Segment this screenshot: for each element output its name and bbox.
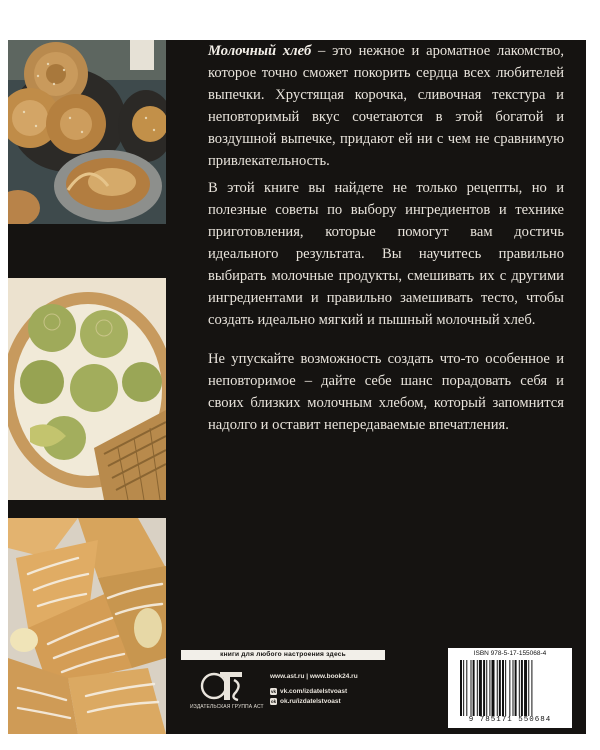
isbn-label: ISBN 978-5-17-155068-4 — [473, 650, 547, 657]
publisher-links — [270, 672, 420, 707]
website-links[interactable]: www.ast.ru | www.book24.ru — [270, 673, 358, 680]
ast-logo-icon — [200, 668, 246, 702]
green-buns-steamer-photo — [8, 278, 166, 500]
vk-link[interactable] — [270, 687, 420, 696]
publisher-caption: ИЗДАТЕЛЬСКАЯ ГРУППА АСТ — [190, 704, 264, 710]
barcode-digits: 9 785171 550684 — [468, 716, 552, 724]
ok-icon: ok — [270, 699, 277, 704]
tagline: книги для любого настроения здесь — [181, 650, 385, 660]
ok-link-text[interactable]: ok.ru/izdatelstvoast — [280, 698, 341, 705]
closing-paragraph: Не упускайте возможность создать что-то особенное и неповторимое – дайте себе шанс порадовать себя и своих близких молочным хлебом, который запомнится надолго и оставит непередаваемые впечатления. — [208, 351, 564, 433]
back-cover — [8, 40, 586, 734]
intro-paragraph-text: – это нежное и ароматное лакомство, которое точно сможет покорить сердца всех любителей выпечки. Хрустящая корочка, сливочная текстура и неповторимый вкус сочетаются в этой богатой и воздушной выпечке, придают ей ни с чем не сравнимую привлекательность. — [208, 43, 564, 169]
barcode — [460, 660, 560, 716]
vk-icon: vk — [270, 689, 276, 694]
vk-link-text[interactable]: vk.com/izdatelstvoast — [280, 688, 348, 695]
book-title-lead: Молочный хлеб — [208, 43, 312, 59]
publisher-logo — [190, 664, 264, 716]
book-contents-paragraph: В этой книге вы найдете не только рецепты, но и полезные советы по выбору ингредиентов и технике приготовления, которые помогут вам достичь идеального результата. Вы научитесь правильно выбирать молочные продукты, смешивать их с другими ингредиентами и правильно замешивать тесто, чтобы создать идеально мягкий и пышный молочный хлеб. — [208, 180, 564, 328]
intro-paragraph — [208, 40, 564, 172]
puff-pastry-photo — [8, 518, 166, 734]
sesame-buns-photo — [8, 40, 166, 224]
isbn-barcode-box — [448, 648, 572, 728]
ok-link[interactable] — [270, 697, 420, 706]
